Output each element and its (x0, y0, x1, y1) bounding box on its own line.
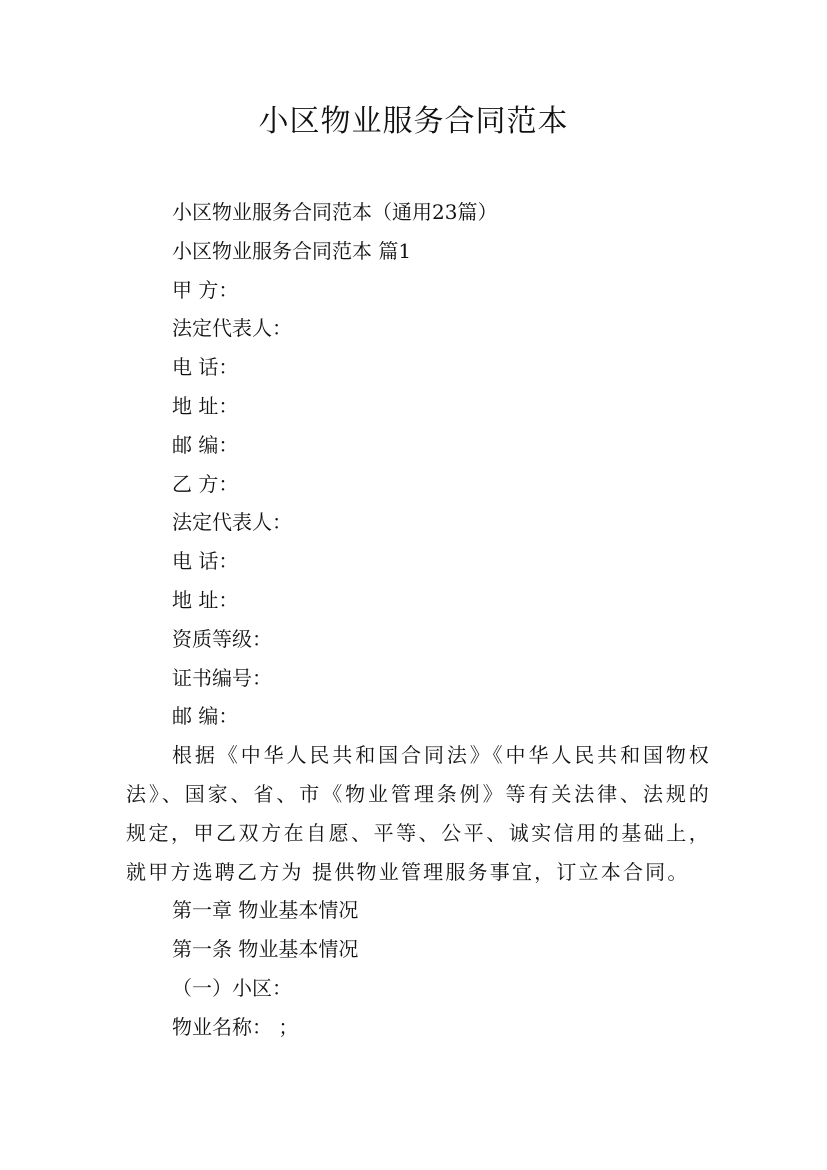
article-heading: 第一条 物业基本情况 (172, 937, 359, 962)
party-a-postcode: 邮 编： (172, 432, 239, 457)
party-a-phone: 电 话： (172, 355, 239, 380)
party-b-qualification: 资质等级： (172, 626, 272, 651)
party-b-address: 地 址： (172, 587, 239, 612)
party-a-legal-rep: 法定代表人： (172, 316, 292, 341)
party-b-legal-rep: 法定代表人： (172, 510, 292, 535)
subsection-heading: （一）小区： (172, 975, 292, 1000)
party-b-phone: 电 话： (172, 549, 239, 574)
party-b-certificate-no: 证书编号： (172, 665, 272, 690)
party-b-postcode: 邮 编： (172, 704, 239, 729)
party-a-address: 地 址： (172, 393, 239, 418)
party-a-label: 甲 方： (172, 277, 239, 302)
property-name-field: 物业名称： ； (172, 1014, 299, 1039)
document-title: 小区物业服务合同范本 (258, 104, 569, 139)
section-heading: 小区物业服务合同范本 篇1 (172, 238, 412, 263)
subtitle-line: 小区物业服务合同范本（通用23篇） (172, 200, 498, 224)
chapter-heading: 第一章 物业基本情况 (172, 898, 359, 923)
preamble-paragraph: 根据《中华人民共和国合同法》《中华人民共和国物权法》、国家、省、市《物业管理条例》等有关法律、法规的规定，甲乙双方在自愿、平等、公平、诚实信用的基础上，就甲方选聘乙方为 提供物业管理服务事宜，订立本合同。 (126, 743, 711, 884)
party-b-label: 乙 方： (172, 471, 239, 496)
document-body (126, 193, 711, 1047)
